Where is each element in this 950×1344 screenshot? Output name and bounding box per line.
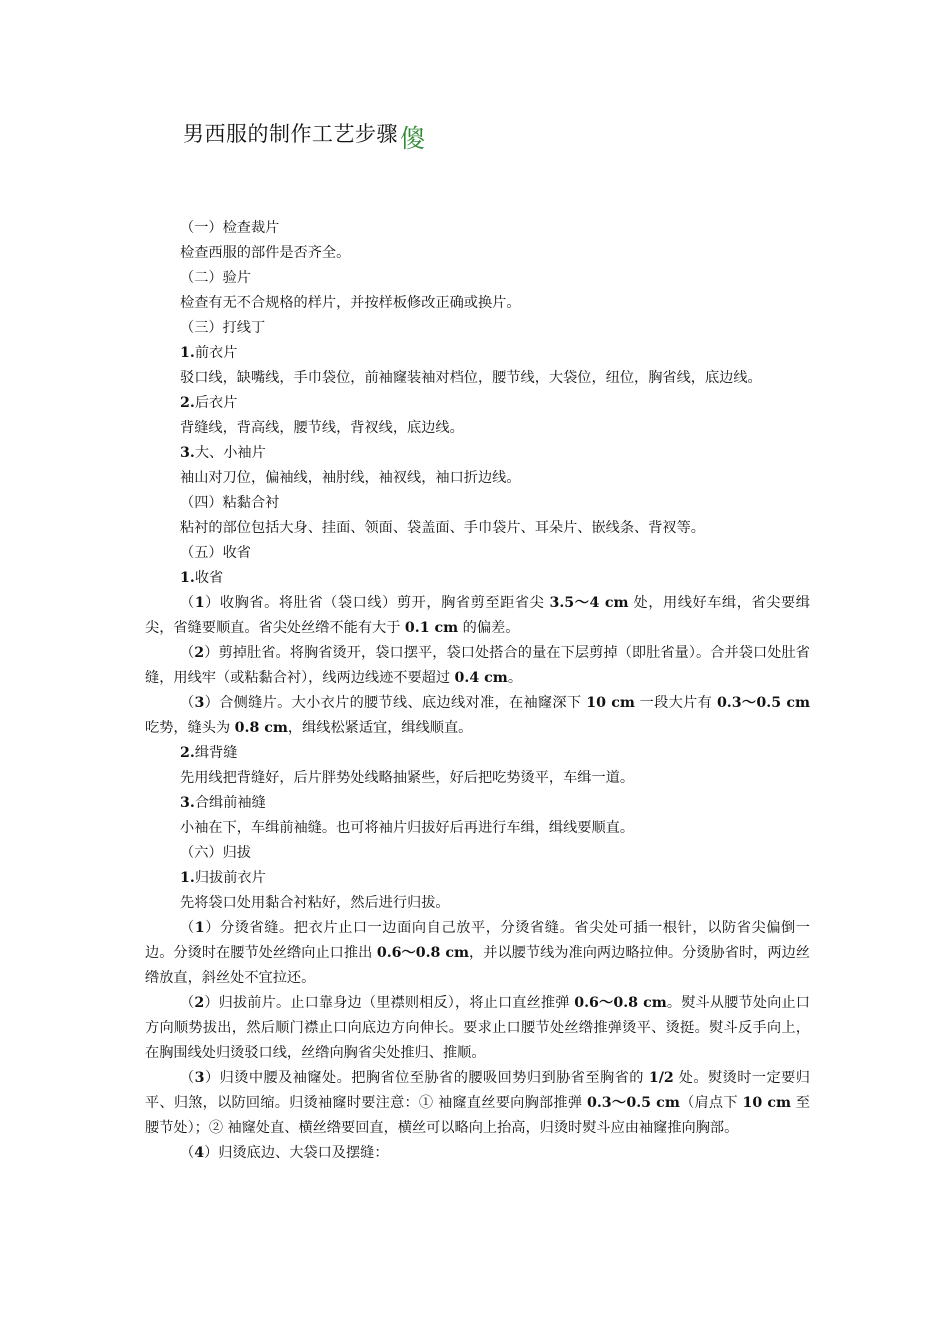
paragraph xyxy=(145,366,810,391)
subheading-number: 1. xyxy=(180,345,195,361)
text: 。 xyxy=(507,670,523,686)
subheading-number: 2. xyxy=(180,395,195,411)
section-heading xyxy=(145,216,810,241)
section-heading xyxy=(145,491,810,516)
text: （ xyxy=(180,1145,195,1161)
item-number: 1 xyxy=(194,595,205,611)
paragraph xyxy=(145,1066,810,1141)
measurement: 0.3～0.5 cm xyxy=(716,695,810,711)
subheading xyxy=(145,441,810,466)
measurement: 0.3～0.5 cm xyxy=(587,1095,680,1111)
text: 先将袋口处用黏合衬粘好，然后进行归拔。 xyxy=(180,895,450,911)
subheading-text: 合缉前袖缝 xyxy=(194,795,266,811)
text: （ xyxy=(180,695,195,711)
text: ）收胸省。将肚省（袋口线）剪开，胸省剪至距省尖 xyxy=(204,595,550,611)
measurement: 3.5～4 cm xyxy=(549,595,629,611)
text: （六）归拔 xyxy=(180,845,251,861)
item-number: 2 xyxy=(194,645,205,661)
measurement: 0.6～0.8 cm xyxy=(376,945,470,961)
text: 处。熨烫时一定要归平、归煞，以防回缩。归烫袖窿时要注意：① 袖窿直丝要向胸部推弹 xyxy=(145,1070,810,1111)
text: 检查有无不合规格的样片，并按样板修改正确或换片。 xyxy=(180,295,521,311)
text: 吃势，缝头为 xyxy=(145,720,235,736)
text: 背缝线，背高线，腰节线，背衩线，底边线。 xyxy=(180,420,464,436)
text: （ xyxy=(180,995,195,1011)
paragraph xyxy=(145,291,810,316)
subheading-text: 收省 xyxy=(194,570,224,586)
paragraph xyxy=(145,416,810,441)
paragraph xyxy=(145,516,810,541)
text: ）分烫省缝。把衣片止口一边面向自己放平，分烫省缝。省尖处可插一根针，以防省尖偏倒一边。分烫时在腰节处丝绺向止口推出 xyxy=(145,920,810,961)
subheading-text: 后衣片 xyxy=(194,395,238,411)
paragraph xyxy=(145,991,810,1066)
subheading xyxy=(145,391,810,416)
paragraph xyxy=(145,691,810,741)
paragraph xyxy=(145,641,810,691)
text: ，并以腰节线为准向两边略拉伸。分烫胁省时，两边丝绺放直，斜丝处不宜拉还。 xyxy=(145,945,810,986)
text: 检查西服的部件是否齐全。 xyxy=(180,245,351,261)
measurement: 10 cm xyxy=(742,1095,792,1111)
item-number: 4 xyxy=(194,1145,205,1161)
text: （三）打线丁 xyxy=(180,320,266,336)
item-number: 1 xyxy=(194,920,205,936)
subheading xyxy=(145,866,810,891)
subheading xyxy=(145,741,810,766)
measurement: 0.1 cm xyxy=(404,620,459,636)
text: 先用线把背缝好，后片胖势处线略抽紧些，好后把吃势烫平，车缉一道。 xyxy=(180,770,635,786)
text: ）合侧缝片。大小衣片的腰节线、底边线对准，在袖窿深下 xyxy=(204,695,587,711)
text: （肩点下 xyxy=(679,1095,743,1111)
page-title: 男西服的制作工艺步骤 xyxy=(183,122,398,146)
measurement: 1/2 xyxy=(648,1070,674,1086)
text: 处，用线好车缉，省尖要缉尖，省缝要顺直。省尖处丝绺不能有大于 xyxy=(145,595,810,636)
text: ）归烫中腰及袖窿处。把胸省位至胁省的腰吸回势归到胁省至胸省的 xyxy=(204,1070,649,1086)
text: ）归拔前片。止口靠身边（里襟则相反），将止口直丝推弹 xyxy=(204,995,575,1011)
text: ）剪掉肚省。将胸省烫开，袋口摆平，袋口处搭合的量在下层剪掉（即肚省量）。合并袋口处肚省缝，用线牢（或粘黏合衬），线两边线迹不要超过 xyxy=(145,645,810,686)
subheading xyxy=(145,341,810,366)
text: 至腰节处）；② 袖窿处直、横丝绺要回直，横丝可以略向上抬高，归烫时熨斗应由袖窿推向胸部。 xyxy=(145,1095,810,1136)
subheading-text: 缉背缝 xyxy=(194,745,238,761)
text: （ xyxy=(180,645,195,661)
measurement: 0.8 cm xyxy=(234,720,288,736)
section-heading xyxy=(145,541,810,566)
text: 的偏差。 xyxy=(458,620,520,636)
measurement: 0.4 cm xyxy=(454,670,508,686)
stamp-glyph: 傻 xyxy=(400,124,426,153)
paragraph xyxy=(145,766,810,791)
subheading-number: 3. xyxy=(180,445,195,461)
measurement: 10 cm xyxy=(586,695,635,711)
text: ，缉线松紧适宜，缉线顺直。 xyxy=(287,720,473,736)
measurement: 0.6～0.8 cm xyxy=(574,995,667,1011)
text: （ xyxy=(180,920,195,936)
subheading-text: 前衣片 xyxy=(194,345,238,361)
subheading xyxy=(145,566,810,591)
paragraph xyxy=(145,1141,810,1166)
item-number: 3 xyxy=(194,695,205,711)
text: 粘衬的部位包括大身、挂面、领面、袋盖面、手巾袋片、耳朵片、嵌线条、背衩等。 xyxy=(180,520,705,536)
paragraph xyxy=(145,466,810,491)
subheading-text: 归拔前衣片 xyxy=(194,870,266,886)
text: （二）验片 xyxy=(180,270,251,286)
paragraph xyxy=(145,916,810,991)
item-number: 3 xyxy=(194,1070,205,1086)
text: （四）粘黏合衬 xyxy=(180,495,280,511)
text: （ xyxy=(180,1070,195,1086)
subheading-number: 3. xyxy=(180,795,195,811)
paragraph xyxy=(145,816,810,841)
text: 袖山对刀位，偏袖线，袖肘线，袖衩线，袖口折边线。 xyxy=(180,470,521,486)
subheading-text: 大、小袖片 xyxy=(194,445,266,461)
text: （五）收省 xyxy=(180,545,251,561)
item-number: 2 xyxy=(194,995,205,1011)
paragraph xyxy=(145,241,810,266)
text: ）归烫底边、大袋口及摆缝： xyxy=(204,1145,389,1161)
text: 。熨斗从腰节处向止口方向顺势拔出，然后顺门襟止口向底边方向伸长。要求止口腰节处丝绺推弹烫平、烫挺。熨斗反手向上，在胸围线处归烫驳口线，丝绺向胸省尖处推归、推顺。 xyxy=(145,995,810,1061)
document-body xyxy=(145,216,810,1166)
subheading-number: 2. xyxy=(180,745,195,761)
text: 小袖在下，车缉前袖缝。也可将袖片归拔好后再进行车缉，缉线要顺直。 xyxy=(180,820,635,836)
text: （一）检查裁片 xyxy=(180,220,280,236)
text: 驳口线，缺嘴线，手巾袋位，前袖窿装袖对档位，腰节线，大袋位，纽位，胸省线，底边线。 xyxy=(180,370,762,386)
section-heading xyxy=(145,841,810,866)
text: （ xyxy=(180,595,195,611)
paragraph xyxy=(145,591,810,641)
section-heading xyxy=(145,316,810,341)
subheading xyxy=(145,791,810,816)
subheading-number: 1. xyxy=(180,570,195,586)
title-row xyxy=(183,118,425,158)
section-heading xyxy=(145,266,810,291)
paragraph xyxy=(145,891,810,916)
subheading-number: 1. xyxy=(180,870,195,886)
text: 一段大片有 xyxy=(634,695,717,711)
